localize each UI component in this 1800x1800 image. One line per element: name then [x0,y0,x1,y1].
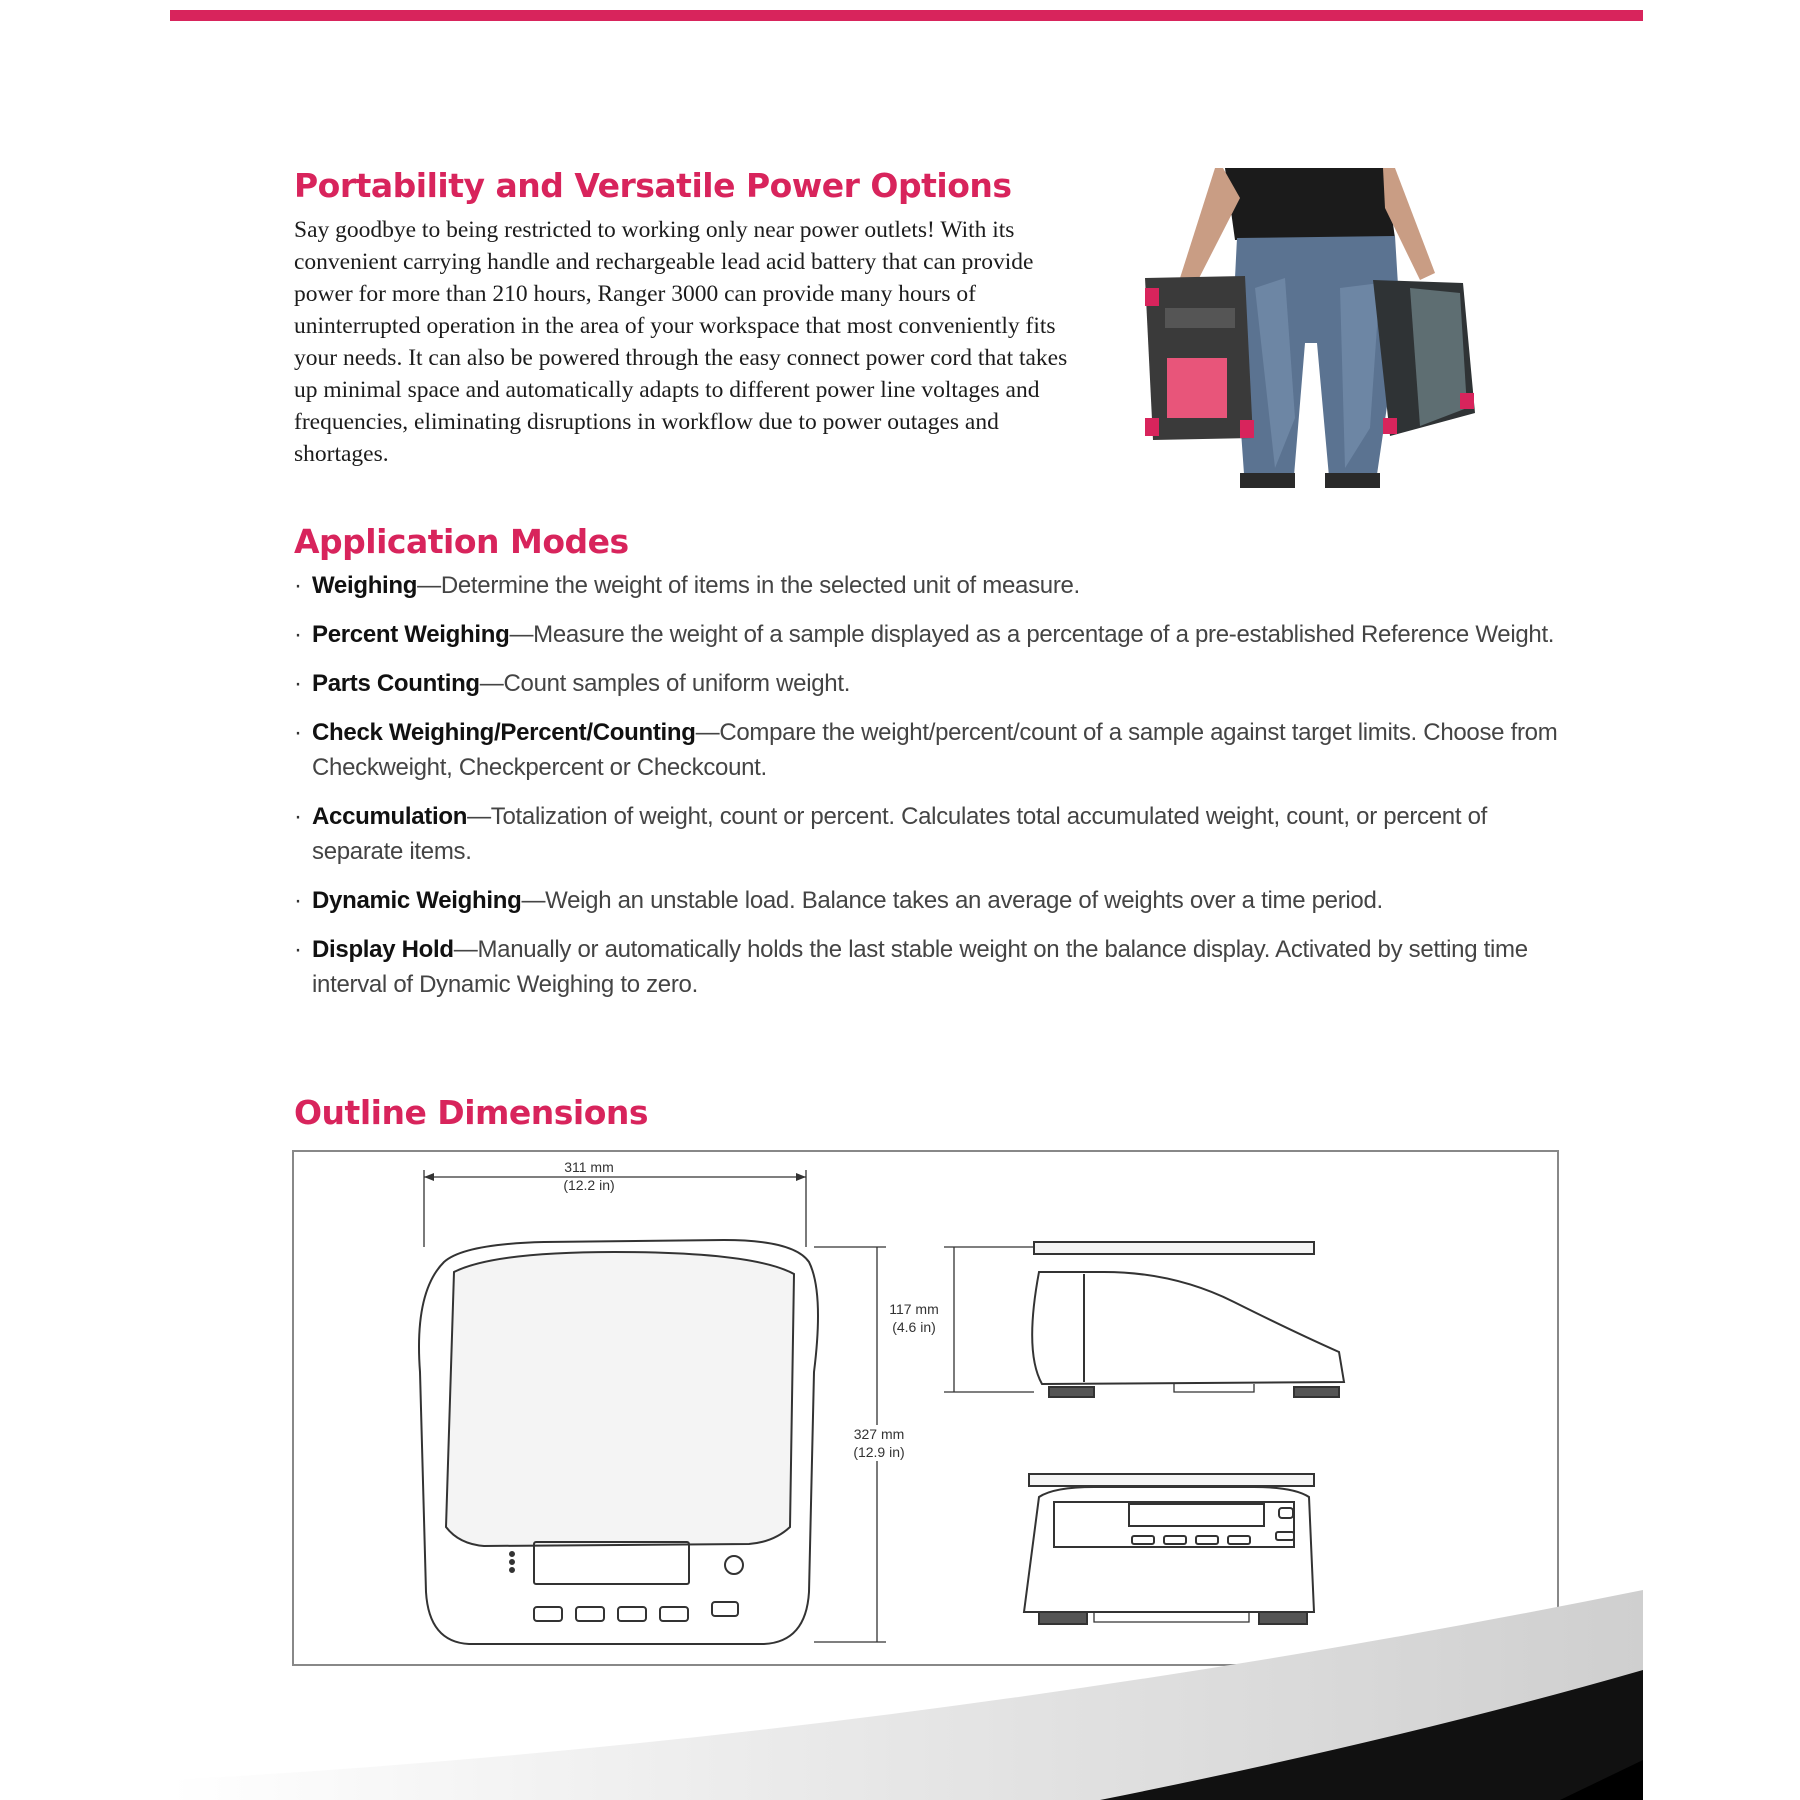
mode-description: —Weigh an unstable load. Balance takes an average of weights over a time period. [521,887,1383,914]
mode-description: —Determine the weight of items in the selected unit of measure. [417,572,1080,599]
list-item [294,617,1564,652]
person-carrying-scales-photo [1145,168,1490,488]
height-mm: 117 mm [889,1301,939,1317]
bullet-icon: · [294,936,302,963]
mode-term: Display Hold [312,936,454,963]
application-modes-list [294,568,1564,1016]
portability-paragraph: Say goodbye to being restricted to working only near power outlets! With its convenient carrying handle and rechargeable lead acid battery that can provide power for more than 210 hours, Ranger 3000 can provide many hours of uninterrupted operation in the area of your workspace that most conveniently fits your needs. It can also be powered through the easy connect power cord that takes up minimal space and automatically adapts to different power line voltages and frequencies, eliminating disruptions in workflow due to power outages and shortages. [294,217,1068,467]
mode-description: —Measure the weight of a sample displayed as a percentage of a pre-established Reference Weight. [509,621,1555,648]
portability-heading: Portability and Versatile Power Options [294,166,1012,205]
depth-dimension-label [834,1425,924,1461]
outline-dimensions-drawing [292,1150,1559,1666]
bullet-icon: · [294,719,302,746]
bullet-icon: · [294,670,302,697]
mode-term: Dynamic Weighing [312,887,522,914]
height-in: (4.6 in) [892,1319,936,1335]
width-in: (12.2 in) [563,1177,615,1193]
mode-term: Parts Counting [312,670,480,697]
scale-line-drawing [294,1152,1557,1664]
list-item [294,932,1564,1002]
list-item [294,666,1564,701]
top-view-scale [419,1170,886,1644]
bullet-icon: · [294,621,302,648]
bullet-icon: · [294,803,302,830]
mode-term: Check Weighing/Percent/Counting [312,719,696,746]
depth-mm: 327 mm [853,1426,905,1442]
mode-term: Weighing [312,572,418,599]
mode-description: —Compare the weight/percent/count of a sample against target limits. Choose from Checkweight, Checkpercent or Checkcount. [312,719,1558,781]
width-dimension-label [539,1158,639,1194]
mode-description: —Totalization of weight, count or percent. Calculates total accumulated weight, count, or percent of separate items. [312,803,1488,865]
bullet-icon: · [294,887,302,914]
depth-in: (12.9 in) [853,1444,905,1460]
list-item [294,568,1564,603]
list-item [294,799,1564,869]
list-item [294,883,1564,918]
height-dimension-label [874,1300,954,1336]
application-modes-heading: Application Modes [294,522,629,561]
side-view-scale [944,1242,1344,1397]
bullet-icon: · [294,572,302,599]
outline-dimensions-heading: Outline Dimensions [294,1093,649,1132]
mode-term: Percent Weighing [312,621,510,648]
mode-description: —Count samples of uniform weight. [479,670,851,697]
top-accent-bar [170,10,1643,21]
mode-term: Accumulation [312,803,468,830]
list-item [294,715,1564,785]
front-view-scale [1024,1474,1314,1624]
width-mm: 311 mm [564,1159,614,1175]
mode-description: —Manually or automatically holds the last stable weight on the balance display. Activated by setting time interval of Dynamic Weighing to zero. [312,936,1528,998]
